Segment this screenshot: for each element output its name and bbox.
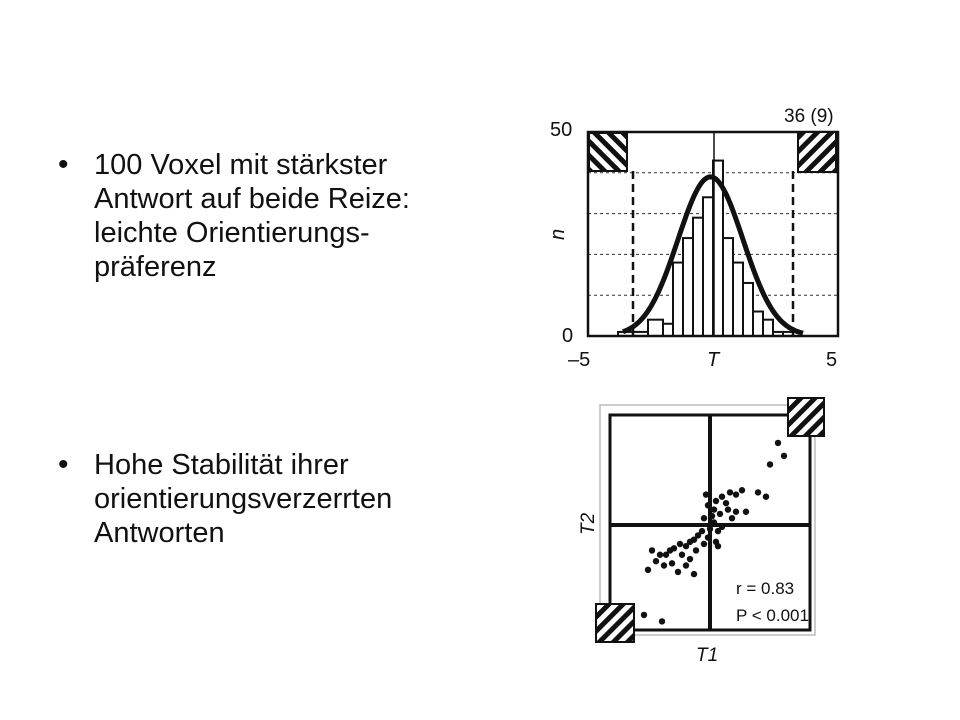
histogram-bar [663,324,673,336]
y-axis-label: n [547,228,569,240]
scatter-point [781,453,787,459]
scatter-point [669,560,675,566]
y-tick-label: 0 [562,325,574,347]
histogram-bar [733,263,743,336]
scatter-point [763,494,769,500]
scatter-point [661,562,667,568]
scatter-point [693,547,699,553]
scatter-point [687,556,693,562]
bullet-text: Hohe Stabilität ihrer orientierungsverzerrten Antworten [94,449,393,549]
scatter-point [709,513,715,519]
scatter-point [641,612,647,618]
scatter-point [733,509,739,515]
scatter-point [701,541,707,547]
histogram-bar [673,263,683,336]
scatter-point [657,552,663,558]
scatter-point [775,440,781,446]
scatter-point [703,491,709,497]
scatter-point [679,552,685,558]
scatter-point [767,461,773,467]
bullet-dot: • [58,148,69,181]
scatter-point [719,524,725,530]
scatter-point [727,489,733,495]
scatter-point [701,515,707,521]
histogram-chart [530,100,850,380]
scatter-point [743,509,749,515]
y-axis-label: T2 [578,512,599,535]
scatter-point [729,515,735,521]
scatter-point [663,552,669,558]
scatter-point [739,487,745,493]
scatter-point [649,547,655,553]
scatter-chart [560,395,830,675]
scatter-point [705,534,711,540]
scatter-point [719,494,725,500]
scatter-point [707,526,713,532]
bullet-text: 100 Voxel mit stärkster Antwort auf beide Reize: leichte Orientierungs- präferenz [94,149,410,283]
histogram-bar [753,312,763,336]
scatter-point [711,506,717,512]
scatter-point [715,543,721,549]
histogram-bar [648,320,663,336]
scatter-point [733,491,739,497]
stripe-top-right-icon [788,398,824,436]
histogram-bar [703,197,713,336]
histogram-bar [693,218,703,336]
scatter-point [653,558,659,564]
scatter-point [683,543,689,549]
scatter-point [713,498,719,504]
histogram-bar [683,238,693,336]
p-value-annotation: P < 0.001 [736,606,809,625]
scatter-point [705,502,711,508]
scatter-point [723,500,729,506]
stripe-right-icon [798,132,836,172]
scatter-point [659,618,665,624]
scatter-point [677,541,683,547]
stripe-bottom-left-icon [596,604,634,642]
histogram-bar [723,238,733,336]
scatter-point [645,567,651,573]
scatter-outer-border [600,405,815,635]
x-tick-label: –5 [568,349,591,371]
bullet-item [58,448,518,550]
scatter-point [755,489,761,495]
bullet-dot: • [58,448,69,481]
bullet-item [58,148,518,284]
stripe-left-icon [589,133,627,171]
scatter-point [717,511,723,517]
scatter-point [711,519,717,525]
scatter-point [691,571,697,577]
x-tick-label: 5 [826,349,838,371]
scatter-point [683,562,689,568]
correlation-annotation: r = 0.83 [736,579,795,598]
y-tick-label: 50 [550,119,573,141]
histogram-bar [743,283,753,336]
histogram-bar [763,320,773,336]
scatter-point [725,506,731,512]
histogram-bars [618,161,793,336]
x-tick-label: T [707,349,720,371]
count-annotation: 36 (9) [784,106,834,127]
scatter-point [675,569,681,575]
x-axis-label: T1 [696,645,719,666]
